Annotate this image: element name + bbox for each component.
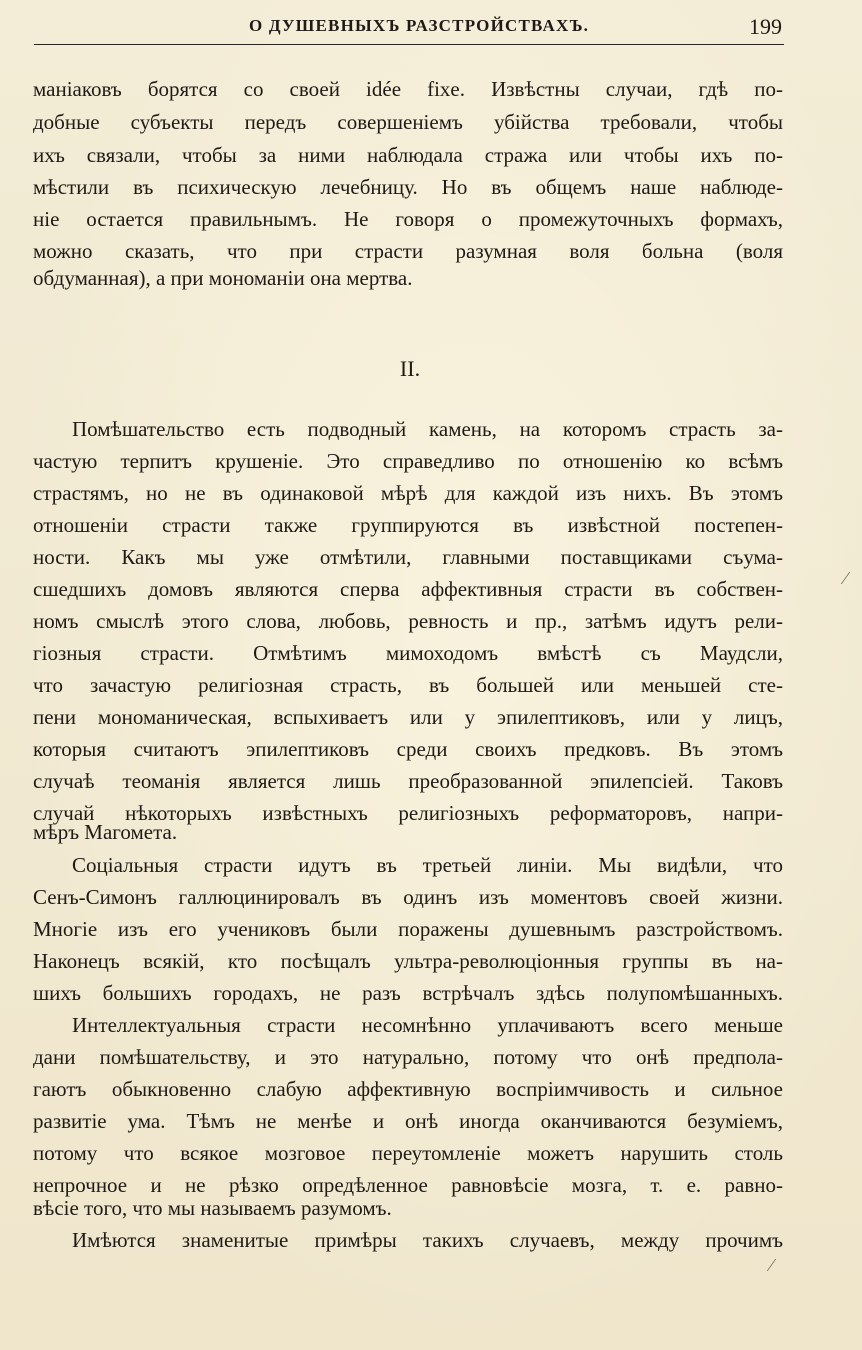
text-line: можно сказать, что при страсти разумная воля больна (воля bbox=[33, 239, 783, 263]
text-line: обдуманная), а при мономаніи она мертва. bbox=[33, 266, 413, 290]
text-line: мѣръ Магомета. bbox=[33, 820, 178, 844]
text-line: вѣсіе того, что мы называемъ разумомъ. bbox=[33, 1196, 392, 1220]
text-line: ихъ связали, чтобы за ними наблюдала стража или чтобы ихъ по- bbox=[33, 143, 783, 167]
text-line: развитіе ума. Тѣмъ не менѣе и онѣ иногда оканчиваются безуміемъ, bbox=[33, 1109, 783, 1133]
paragraph-first-line: Помѣшательство есть подводный камень, на которомъ страсть за- bbox=[72, 417, 783, 441]
text-line: гіозныя страсти. Отмѣтимъ мимоходомъ вмѣстѣ съ Маудсли, bbox=[33, 641, 783, 665]
text-line: добные субъекты передъ совершеніемъ убійства требовали, чтобы bbox=[33, 110, 783, 134]
text-line: ніе остается правильнымъ. Не говоря о промежуточныхъ формахъ, bbox=[33, 207, 783, 231]
paragraph-first-line: Соціальныя страсти идутъ въ третьей линіи. Мы видѣли, что bbox=[72, 853, 783, 877]
text-line: Многіе изъ его учениковъ были поражены душевнымъ разстройствомъ. bbox=[33, 917, 783, 941]
text-line: мѣстили въ психическую лечебницу. Но въ общемъ наше наблюде- bbox=[33, 175, 783, 199]
running-title: О ДУШЕВНЫХЪ РАЗСТРОЙСТВАХЪ. bbox=[249, 16, 590, 35]
text-line: ности. Какъ мы уже отмѣтили, главными поставщиками съума- bbox=[33, 545, 783, 569]
text-line: номъ смыслѣ этого слова, любовь, ревность и пр., затѣмъ идутъ рели- bbox=[33, 609, 783, 633]
text-line: Наконецъ всякій, кто посѣщалъ ультра-революціонныя группы въ на- bbox=[33, 949, 783, 973]
paragraph-first-line: Имѣются знаменитые примѣры такихъ случаевъ, между прочимъ bbox=[72, 1228, 783, 1252]
text-line: маніаковъ борятся со своей idée fixe. Извѣстны случаи, гдѣ по- bbox=[33, 77, 783, 101]
margin-mark: ⁄ bbox=[844, 568, 848, 588]
text-line: которыя считаютъ эпилептиковъ среди своихъ предковъ. Въ этомъ bbox=[33, 737, 783, 761]
text-line: случай нѣкоторыхъ извѣстныхъ религіозныхъ реформаторовъ, напри- bbox=[33, 801, 783, 825]
text-line: сшедшихъ домовъ являются сперва аффективныя страсти въ собствен- bbox=[33, 577, 783, 601]
text-line: случаѣ теоманія является лишь преобразованной эпилепсіей. Таковъ bbox=[33, 769, 783, 793]
text-line: гаютъ обыкновенно слабую аффективную воспріимчивость и сильное bbox=[33, 1077, 783, 1101]
margin-mark: ⁄ bbox=[770, 1255, 774, 1275]
text-line: непрочное и не рѣзко опредѣленное равновѣсіе мозга, т. е. равно- bbox=[33, 1173, 783, 1197]
text-line: потому что всякое мозговое переутомленіе можетъ нарушить столь bbox=[33, 1141, 783, 1165]
text-line: что зачастую религіозная страсть, въ большей или меньшей сте- bbox=[33, 673, 783, 697]
text-line: частую терпитъ крушеніе. Это справедливо по отношенію ко всѣмъ bbox=[33, 449, 783, 473]
paragraph-first-line: Интеллектуальныя страсти несомнѣнно уплачиваютъ всего меньше bbox=[72, 1013, 783, 1037]
text-line: шихъ большихъ городахъ, не разъ встрѣчалъ здѣсь полупомѣшанныхъ. bbox=[33, 981, 783, 1005]
section-heading: II. bbox=[399, 356, 421, 381]
text-line: отношеніи страсти также группируются въ извѣстной постепен- bbox=[33, 513, 783, 537]
text-line: Сенъ-Симонъ галлюцинировалъ въ одинъ изъ моментовъ своей жизни. bbox=[33, 885, 783, 909]
text-line: дани помѣшательству, и это натурально, потому что онѣ предпола- bbox=[33, 1045, 783, 1069]
text-line: пени мономаническая, вспыхиваетъ или у эпилептиковъ, или у лицъ, bbox=[33, 705, 783, 729]
page-number: 199 bbox=[749, 14, 782, 39]
text-line: страстямъ, но не въ одинаковой мѣрѣ для каждой изъ нихъ. Въ этомъ bbox=[33, 481, 783, 505]
